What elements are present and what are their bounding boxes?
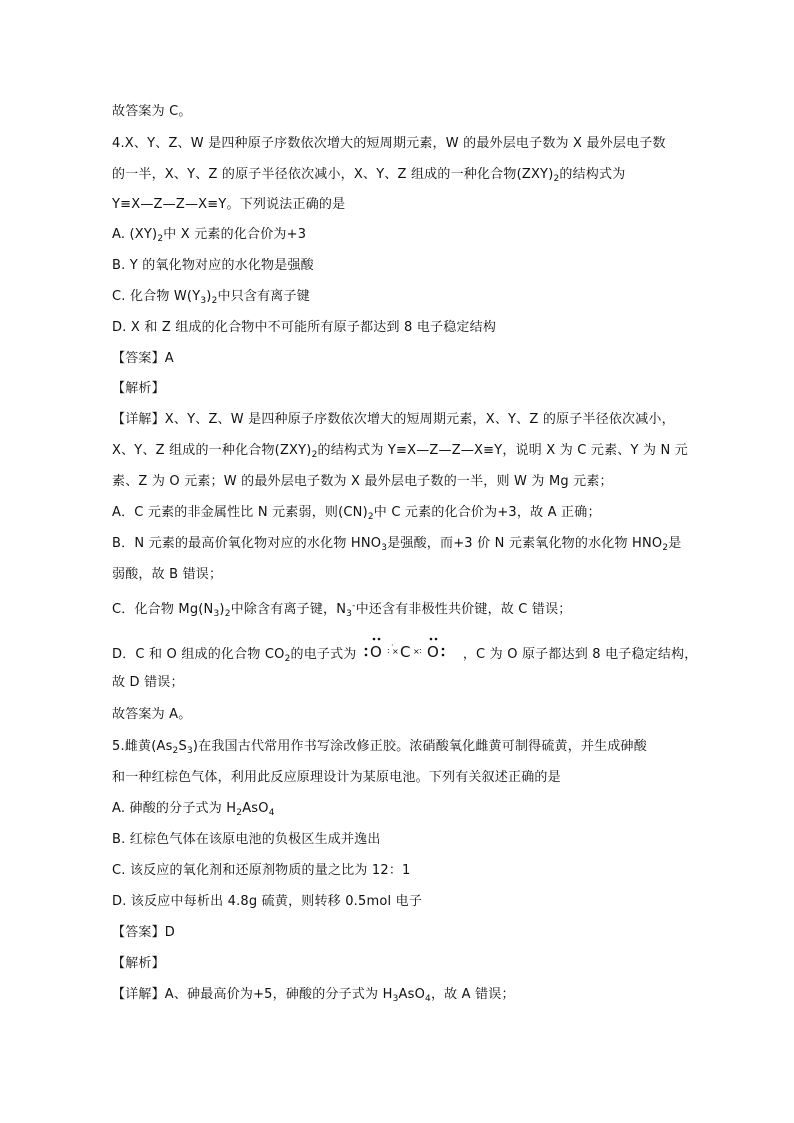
detail-4-option-d-line-1: D．C 和 O 组成的化合物 $CO_2$的电子式为 O : × · C × : O ，C 为 O 原子都达到 8 电子稳定结构， bbox=[112, 635, 698, 668]
lewis-oxygen-right: O bbox=[426, 643, 439, 661]
answer-4-final: 故答案为 A。 bbox=[112, 707, 192, 722]
question-4-option-c: C. 化合物 $W(Y_3)_2$中只含有离子键 bbox=[112, 289, 310, 306]
detail-4-option-d-line-2: 故 D 错误； bbox=[112, 675, 184, 690]
analysis-4-heading: 【解析】 bbox=[112, 381, 165, 396]
detail-4-option-b-line-1: B．N 元素的最高价氧化物对应的水化物 $HNO_3$是强酸，而+3 价 N 元素氧化物的水化物 $HNO_2$是 bbox=[112, 536, 682, 553]
question-4-line-1: 4.X、Y、Z、W 是四种原子序数依次增大的短周期元素，W 的最外层电子数为 X 最外层电子数 bbox=[112, 136, 666, 151]
detail-4-option-a: A．C 元素的非金属性比 N 元素弱，则$(CN)_2$中 C 元素的化合价为+3，故 A 正确； bbox=[112, 505, 601, 522]
question-4-option-b: B. Y 的氧化物对应的水化物是强酸 bbox=[112, 258, 314, 273]
question-5-option-b: B. 红棕色气体在该原电池的负极区生成并逸出 bbox=[112, 832, 381, 847]
question-4-option-d: D. X 和 Z 组成的化合物中不可能所有原子都达到 8 电子稳定结构 bbox=[112, 320, 497, 335]
svg-text:·: · bbox=[390, 641, 394, 650]
question-4-line-2: 的一半，X、Y、Z 的原子半径依次减小，X、Y、Z 组成的一种化合物$(ZXY)_2$的结构式为 bbox=[112, 167, 626, 184]
question-5-option-a: A. 砷酸的分子式为 $H_2AsO_4$ bbox=[112, 801, 275, 818]
lewis-oxygen-left: O bbox=[369, 643, 382, 661]
detail-4-line-2: X、Y、Z 组成的一种化合物$(ZXY)_2$的结构式为 Y≡X—Z—Z—X≡Y，说明 X 为 C 元素、Y 为 N 元 bbox=[112, 443, 688, 460]
svg-text::: : bbox=[418, 646, 422, 655]
co2-electron-formula bbox=[363, 635, 461, 667]
svg-text:×: × bbox=[391, 647, 399, 656]
lewis-structure-diagram bbox=[363, 635, 461, 661]
question-5-option-d: D. 该反应中每析出 4.8g 硫黄，则转移 0.5mol 电子 bbox=[112, 894, 423, 909]
detail-5-line-1: 【详解】A、砷最高价为+5，砷酸的分子式为 $H_3AsO_4$，故 A 错误； bbox=[112, 987, 515, 1004]
detail-4-option-c: C．化合物 $Mg(N_3)_2$中除含有离子键，$N_3^-$中还含有非极性共价键，故 C 错误； bbox=[112, 601, 572, 619]
svg-text:×: × bbox=[412, 647, 420, 656]
question-4-line-3: Y≡X—Z—Z—X≡Y。下列说法正确的是 bbox=[112, 197, 346, 212]
line-answer-c: 故答案为 C。 bbox=[112, 104, 192, 119]
answer-4: 【答案】A bbox=[112, 351, 174, 366]
svg-text::: : bbox=[386, 646, 390, 655]
lewis-carbon: C bbox=[399, 643, 411, 661]
answer-5: 【答案】D bbox=[112, 925, 176, 940]
analysis-5-heading: 【解析】 bbox=[112, 956, 165, 971]
detail-4-line-3: 素、Z 为 O 元素；W 的最外层电子数为 X 最外层电子数的一半，则 W 为 Mg 元素； bbox=[112, 474, 613, 489]
detail-4-line-1: 【详解】X、Y、Z、W 是四种原子序数依次增大的短周期元素，X、Y、Z 的原子半径依次减小， bbox=[112, 412, 675, 427]
detail-4-option-b-line-2: 弱酸，故 B 错误； bbox=[112, 567, 223, 582]
question-4-option-a: A. $(XY)_2$中 X 元素的化合价为+3 bbox=[112, 227, 307, 244]
question-5-option-c: C. 该反应的氧化剂和还原剂物质的量之比为 12：1 bbox=[112, 863, 411, 878]
question-5-line-2: 和一种红棕色气体，利用此反应原理设计为某原电池。下列有关叙述正确的是 bbox=[112, 770, 561, 785]
question-5-line-1: 5.雌黄$(As_2S_3)$在我国古代常用作书写涂改修正胶。浓硝酸氧化雌黄可制得硫黄，并生成砷酸 bbox=[112, 739, 647, 756]
